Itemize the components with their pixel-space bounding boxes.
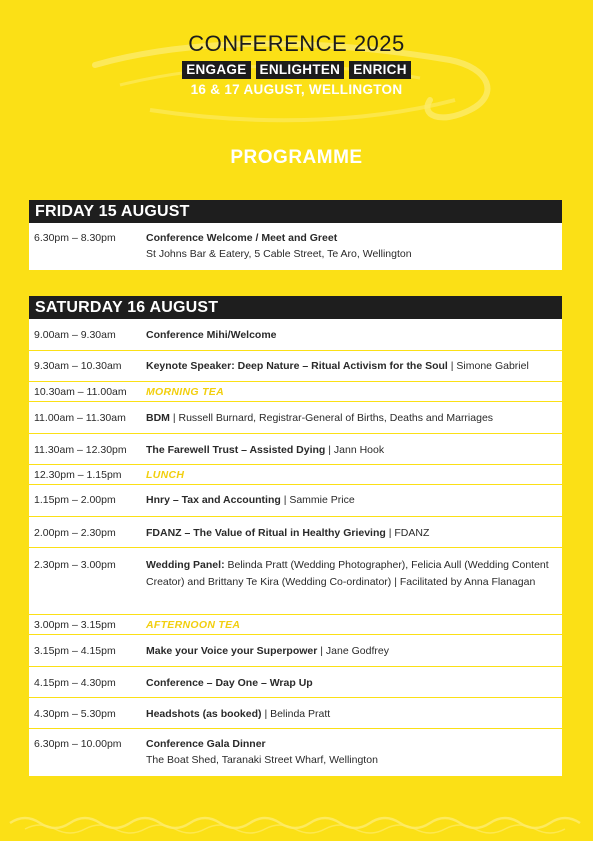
session-row [29, 223, 562, 271]
session-time: 6.30pm – 10.00pm [34, 738, 122, 750]
day-header-friday: FRIDAY 15 AUGUST [29, 200, 562, 223]
conference-header [0, 30, 593, 97]
session-desc [146, 358, 562, 381]
session-time: 2.00pm – 2.30pm [34, 527, 116, 539]
session-speaker: | Russell Burnard, Registrar-General of Births, Deaths and Marriages [169, 412, 494, 424]
session-row [29, 698, 562, 729]
session-row [29, 434, 562, 465]
session-desc [146, 327, 562, 350]
session-desc [146, 736, 562, 776]
session-row [29, 319, 562, 351]
session-desc [146, 525, 562, 547]
day-header-saturday: SATURDAY 16 AUGUST [29, 296, 562, 319]
session-row [29, 667, 562, 698]
break-label: AFTERNOON TEA [146, 619, 241, 631]
session-speaker: | Sammie Price [280, 494, 355, 506]
session-desc [146, 230, 562, 270]
session-time: 11.30am – 12.30pm [34, 444, 127, 456]
conference-dates: 16 & 17 AUGUST, WELLINGTON [190, 82, 403, 97]
session-desc [146, 643, 562, 666]
session-desc [146, 557, 562, 614]
session-row [29, 635, 562, 667]
session-title: Conference Mihi/Welcome [146, 329, 277, 341]
session-title: Make your Voice your Superpower [146, 645, 318, 657]
session-title: Headshots (as booked) [146, 708, 262, 720]
session-row [29, 485, 562, 517]
session-title: Conference Gala Dinner [146, 738, 266, 750]
session-time: 6.30pm – 8.30pm [34, 232, 116, 244]
session-desc [146, 492, 562, 516]
break-label: MORNING TEA [146, 386, 224, 398]
session-title: FDANZ – The Value of Ritual in Healthy Grieving [146, 527, 386, 539]
session-title: Wedding Panel: [146, 559, 225, 571]
session-desc [146, 442, 562, 464]
session-title: Conference – Day One – Wrap Up [146, 677, 313, 689]
session-time: 4.30pm – 5.30pm [34, 708, 116, 720]
session-location: St Johns Bar & Eatery, 5 Cable Street, Te Aro, Wellington [146, 248, 412, 260]
tagline-engage: ENGAGE [182, 61, 250, 79]
session-title: Conference Welcome / Meet and Greet [146, 232, 338, 244]
session-time: 1.15pm – 2.00pm [34, 494, 116, 506]
session-title: Hnry – Tax and Accounting [146, 494, 281, 506]
break-row [29, 615, 562, 635]
taglines [0, 61, 593, 79]
break-row [29, 382, 562, 402]
session-time: 9.00am – 9.30am [34, 329, 116, 341]
session-time: 3.15pm – 4.15pm [34, 645, 116, 657]
session-time: 12.30pm – 1.15pm [34, 469, 122, 481]
session-speaker: | Belinda Pratt [261, 708, 331, 720]
tagline-enrich: ENRICH [349, 61, 411, 79]
session-title: BDM [146, 412, 170, 424]
conference-title: CONFERENCE 2025 [188, 31, 405, 56]
footer-wave-decoration [0, 805, 593, 835]
session-time: 9.30am – 10.30am [34, 360, 122, 372]
tagline-enlighten: ENLIGHTEN [256, 61, 345, 79]
session-speaker: | Jann Hook [325, 444, 385, 456]
session-row [29, 517, 562, 548]
session-speaker: Belinda Pratt (Wedding Photographer), Felicia Aull (Wedding Content Creator) and Brittany Te Kira (Wedding Co-ordinator) | Facilitated by Anna Flanagan [146, 559, 549, 588]
session-desc [146, 675, 562, 697]
session-time: 4.15pm – 4.30pm [34, 677, 116, 689]
session-time: 3.00pm – 3.15pm [34, 619, 116, 631]
break-label: LUNCH [146, 469, 185, 481]
day-saturday [29, 296, 562, 777]
session-speaker: | Simone Gabriel [447, 360, 529, 372]
session-time: 2.30pm – 3.00pm [34, 559, 116, 571]
programme-heading: PROGRAMME [230, 147, 363, 168]
session-title: The Farewell Trust – Assisted Dying [146, 444, 326, 456]
session-row [29, 402, 562, 434]
session-row [29, 729, 562, 777]
session-location: The Boat Shed, Taranaki Street Wharf, Wellington [146, 754, 378, 766]
break-row [29, 465, 562, 485]
session-speaker: | Jane Godfrey [317, 645, 389, 657]
session-desc [146, 706, 562, 728]
session-time: 11.00am – 11.30am [34, 412, 126, 424]
session-title: Keynote Speaker: Deep Nature – Ritual Activism for the Soul [146, 360, 448, 372]
session-speaker: | FDANZ [385, 527, 430, 539]
day-friday [29, 200, 562, 271]
session-row [29, 351, 562, 382]
session-row [29, 548, 562, 615]
session-time: 10.30am – 11.00am [34, 386, 127, 398]
session-desc [146, 410, 562, 433]
